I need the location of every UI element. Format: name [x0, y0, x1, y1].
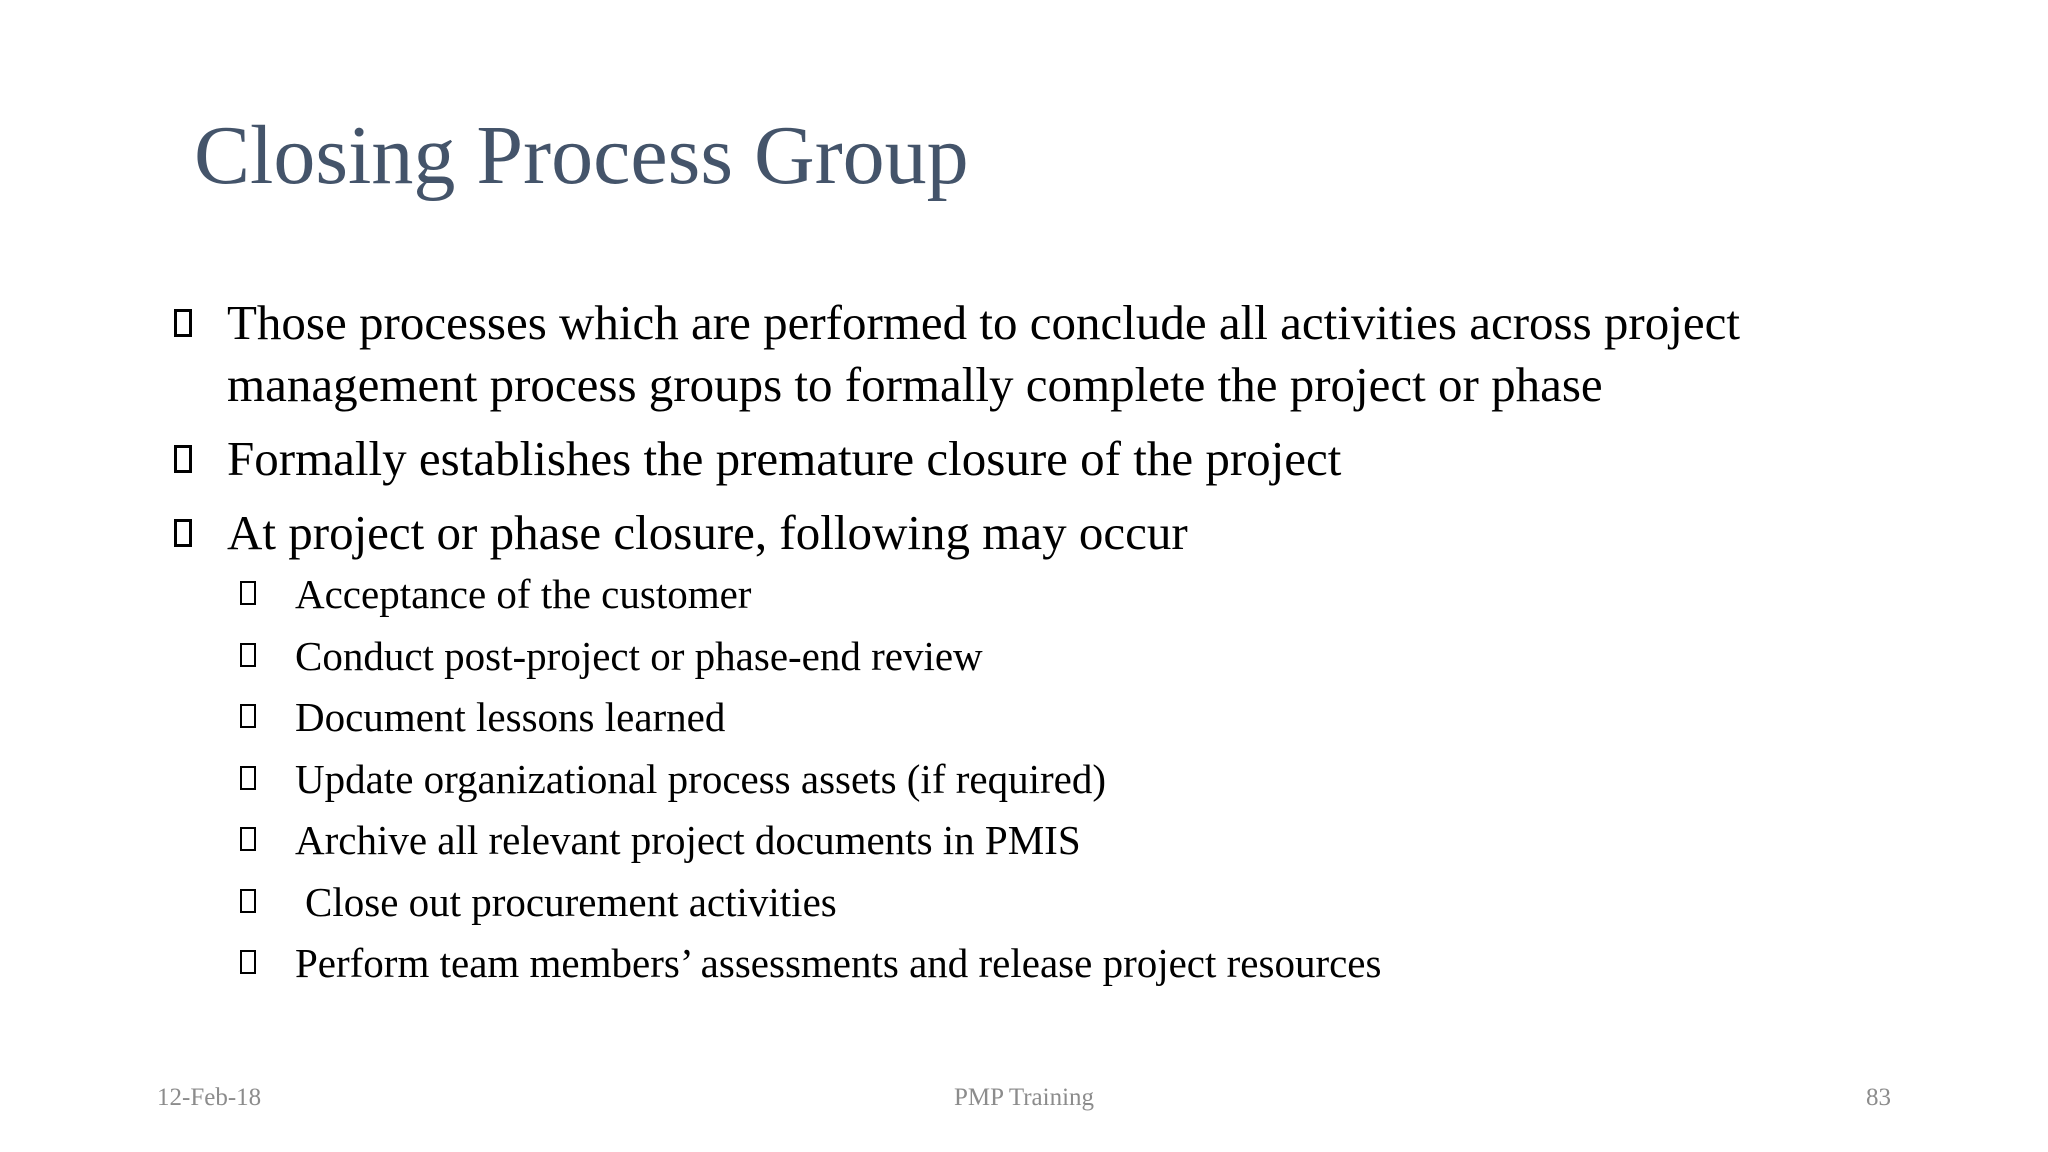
hollow-square-icon [240, 643, 256, 667]
bullet-item [170, 292, 1930, 416]
sub-bullet-item [170, 876, 1930, 928]
hollow-square-icon [240, 889, 256, 913]
hollow-square-icon [174, 309, 192, 337]
hollow-square-icon [240, 704, 256, 728]
hollow-square-icon [240, 766, 256, 790]
sub-bullet-item [170, 568, 1930, 620]
footer-date: 12-Feb-18 [157, 1084, 262, 1111]
sub-bullet-item [170, 691, 1930, 743]
sub-bullet-text: Document lessons learned [295, 694, 726, 740]
sub-bullet-item [170, 937, 1930, 989]
bullet-list [170, 292, 1930, 999]
sub-bullet-item [170, 753, 1930, 805]
bullet-item [170, 428, 1930, 490]
bullet-item [170, 502, 1930, 564]
hollow-square-icon [174, 519, 192, 547]
sub-bullet-text: Close out procurement activities [305, 878, 837, 925]
hollow-square-icon [174, 445, 192, 473]
sub-bullet-text: Archive all relevant project documents in PMIS [295, 817, 1081, 863]
sub-bullet-item [170, 814, 1930, 866]
bullet-text: At project or phase closure, following may occur [227, 505, 1188, 560]
footer-page-number: 83 [1866, 1084, 1891, 1111]
sub-bullet-text: Update organizational process assets (if required) [295, 755, 1106, 802]
sub-bullet-text: Perform team members’ assessments and release project resources [295, 940, 1382, 986]
hollow-square-icon [240, 827, 256, 851]
sub-bullet-text: Acceptance of the customer [295, 571, 752, 617]
sub-bullet-item [170, 630, 1930, 682]
hollow-square-icon [240, 581, 256, 605]
bullet-text: Those processes which are performed to conclude all activities across project management process groups to formally complete the project or phase [227, 295, 1740, 412]
bullet-text: Formally establishes the premature closure of the project [227, 431, 1342, 486]
hollow-square-icon [240, 950, 256, 974]
slide-title: Closing Process Group [194, 109, 969, 202]
sub-bullet-text: Conduct post-project or phase-end review [295, 632, 983, 679]
footer-title: PMP Training [953, 1084, 1095, 1111]
